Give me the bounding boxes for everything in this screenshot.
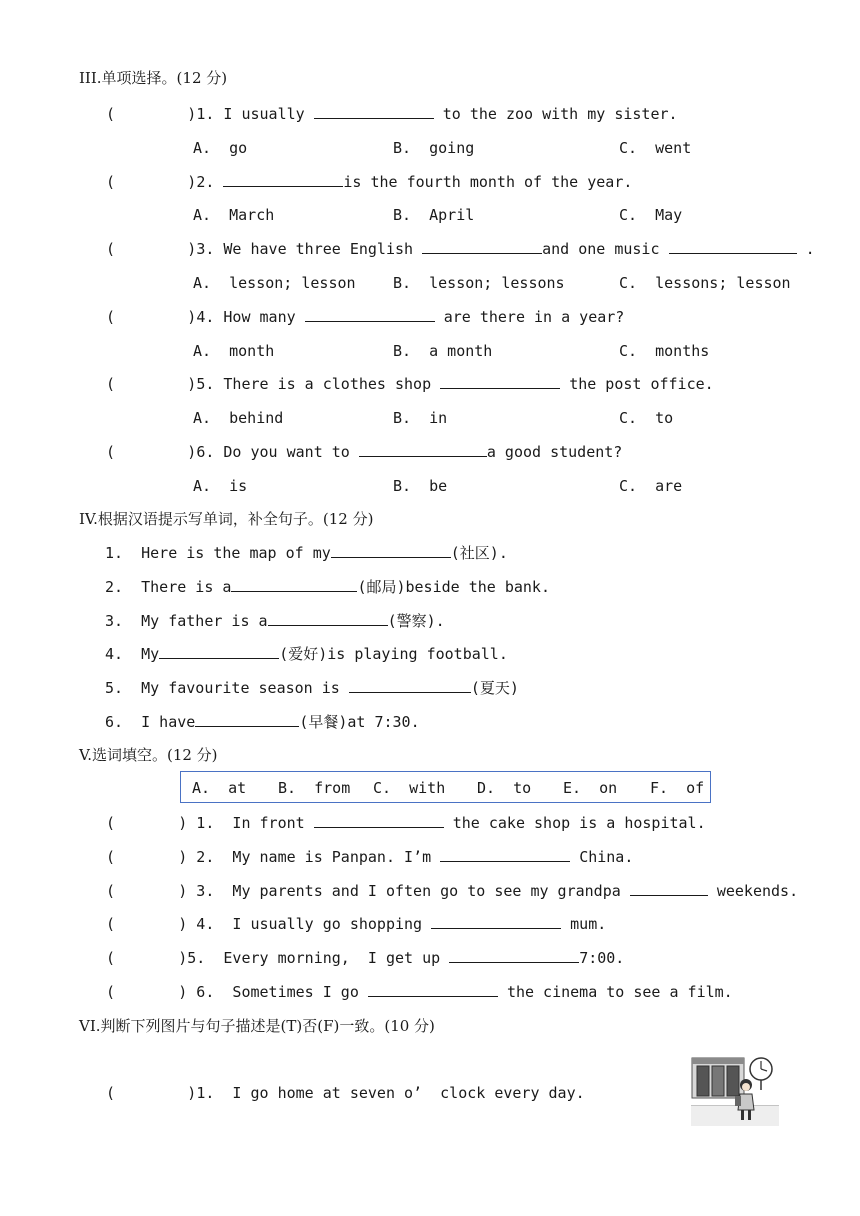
fill-item: 5. My favourite season is (夏天) bbox=[105, 679, 519, 697]
option-c[interactable]: C. to bbox=[619, 409, 674, 427]
answer-blank[interactable] bbox=[223, 172, 343, 187]
answer-paren[interactable]: ( ) bbox=[106, 983, 188, 1001]
option-b[interactable]: B. April bbox=[393, 206, 475, 224]
answer-paren[interactable]: ( ) bbox=[106, 882, 188, 900]
fill-item: 4. My (爱好)is playing football. bbox=[105, 645, 508, 663]
answer-paren[interactable]: ( ) bbox=[106, 915, 188, 933]
answer-paren[interactable]: ( ) bbox=[106, 949, 188, 967]
option-a[interactable]: A. March bbox=[193, 206, 275, 224]
answer-blank[interactable] bbox=[305, 307, 435, 322]
answer-paren[interactable]: ( ) bbox=[106, 375, 197, 393]
fill-item: 2. There is a (邮局)beside the bank. bbox=[105, 578, 550, 596]
word-choice: F. of bbox=[650, 779, 705, 797]
question-row: ( ) 3. My parents and I often go to see my grandpa weekends. bbox=[106, 882, 799, 900]
option-b[interactable]: B. a month bbox=[393, 342, 493, 360]
answer-paren[interactable]: ( ) bbox=[106, 814, 188, 832]
question-row: ( )5. There is a clothes shop the post office. bbox=[106, 375, 714, 393]
answer-blank[interactable] bbox=[231, 577, 357, 592]
answer-paren[interactable]: ( ) bbox=[106, 105, 197, 123]
answer-paren[interactable]: ( ) bbox=[106, 240, 197, 258]
answer-blank[interactable] bbox=[368, 982, 498, 997]
answer-paren[interactable]: ( ) bbox=[106, 308, 197, 326]
word-choice: A. at bbox=[192, 779, 247, 797]
option-c[interactable]: C. lessons; lesson bbox=[619, 274, 791, 292]
fill-item: 1. Here is the map of my (社区). bbox=[105, 544, 508, 562]
answer-blank[interactable] bbox=[449, 948, 579, 963]
answer-blank[interactable] bbox=[331, 543, 451, 558]
option-b[interactable]: B. be bbox=[393, 477, 448, 495]
option-c[interactable]: C. went bbox=[619, 139, 692, 157]
option-c[interactable]: C. are bbox=[619, 477, 683, 495]
question-row: ( )1. I go home at seven o’ clock every day. bbox=[106, 1084, 585, 1102]
answer-blank[interactable] bbox=[268, 611, 388, 626]
answer-blank[interactable] bbox=[349, 678, 471, 693]
question-row: ( ) 4. I usually go shopping mum. bbox=[106, 915, 607, 933]
answer-blank[interactable] bbox=[359, 442, 487, 457]
answer-blank[interactable] bbox=[440, 374, 560, 389]
option-c[interactable]: C. months bbox=[619, 342, 710, 360]
section-3-heading: III.单项选择。(12 分) bbox=[79, 69, 228, 87]
option-a[interactable]: A. is bbox=[193, 477, 248, 495]
question-row: ( ) 1. In front the cake shop is a hospital. bbox=[106, 814, 706, 832]
word-choice: C. with bbox=[373, 779, 446, 797]
option-a[interactable]: A. lesson; lesson bbox=[193, 274, 356, 292]
answer-blank[interactable] bbox=[431, 914, 561, 929]
option-a[interactable]: A. behind bbox=[193, 409, 284, 427]
answer-paren[interactable]: ( ) bbox=[106, 848, 188, 866]
answer-paren[interactable]: ( ) bbox=[106, 443, 197, 461]
option-a[interactable]: A. month bbox=[193, 342, 275, 360]
option-c[interactable]: C. May bbox=[619, 206, 683, 224]
answer-blank[interactable] bbox=[314, 104, 434, 119]
option-b[interactable]: B. lesson; lessons bbox=[393, 274, 565, 292]
option-b[interactable]: B. in bbox=[393, 409, 448, 427]
answer-paren[interactable]: ( ) bbox=[106, 173, 197, 191]
question-row: ( )4. How many are there in a year? bbox=[106, 308, 625, 326]
question-row: ( )3. We have three English and one music . bbox=[106, 240, 815, 258]
option-b[interactable]: B. going bbox=[393, 139, 475, 157]
question-row: ( ) 6. Sometimes I go the cinema to see a film. bbox=[106, 983, 733, 1001]
section-4-heading: IV.根据汉语提示写单词，补全句子。(12 分) bbox=[79, 510, 374, 528]
word-choice: B. from bbox=[278, 779, 351, 797]
answer-blank[interactable] bbox=[440, 847, 570, 862]
question-row: ( ) 2. My name is Panpan. I’m China. bbox=[106, 848, 634, 866]
question-row: ( )1. I usually to the zoo with my sister. bbox=[106, 105, 678, 123]
answer-blank[interactable] bbox=[669, 239, 797, 254]
answer-blank[interactable] bbox=[159, 644, 279, 659]
question-row: ( )2. is the fourth month of the year. bbox=[106, 173, 633, 191]
answer-blank[interactable] bbox=[630, 881, 708, 896]
word-choice: E. on bbox=[563, 779, 618, 797]
section-6-heading: VI.判断下列图片与句子描述是(T)否(F)一致。(10 分) bbox=[79, 1017, 435, 1035]
answer-blank[interactable] bbox=[195, 712, 299, 727]
girl-with-clock-illustration-icon bbox=[691, 1054, 779, 1126]
answer-blank[interactable] bbox=[422, 239, 542, 254]
word-choice: D. to bbox=[477, 779, 532, 797]
question-row: ( )5. Every morning, I get up 7:00. bbox=[106, 949, 625, 967]
fill-item: 6. I have (早餐)at 7:30. bbox=[105, 713, 420, 731]
question-row: ( )6. Do you want to a good student? bbox=[106, 443, 623, 461]
section-5-heading: V.选词填空。(12 分) bbox=[79, 746, 218, 764]
word-box bbox=[180, 771, 711, 803]
fill-item: 3. My father is a (警察). bbox=[105, 612, 445, 630]
answer-blank[interactable] bbox=[314, 813, 444, 828]
option-a[interactable]: A. go bbox=[193, 139, 248, 157]
answer-paren[interactable]: ( ) bbox=[106, 1084, 197, 1102]
